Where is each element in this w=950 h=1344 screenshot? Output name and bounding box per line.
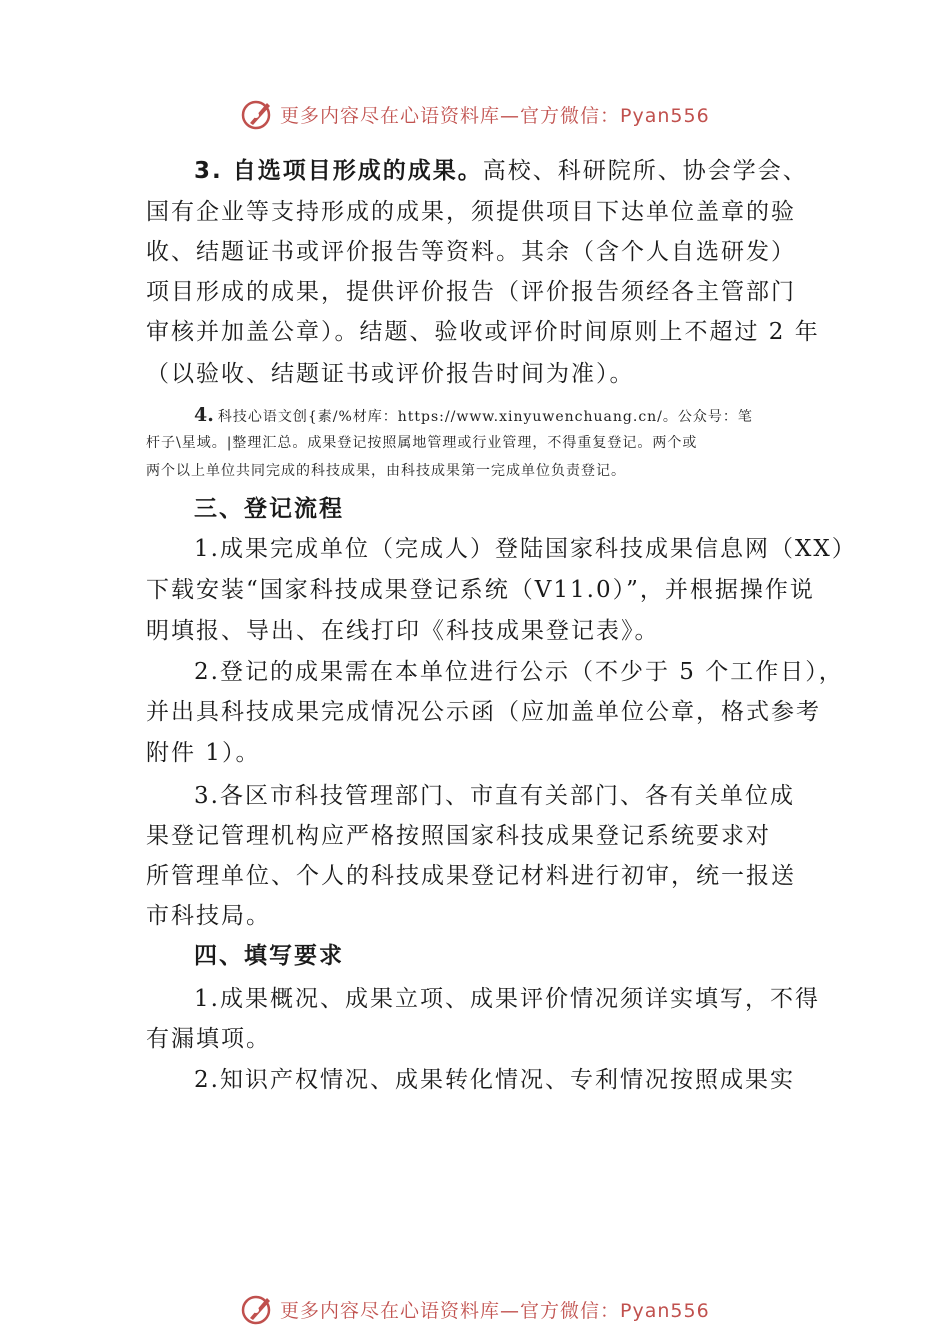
para-b3-bold: 3. 自选项目形成的成果。 <box>194 158 483 184</box>
process-line-4: 2.登记的成果需在本单位进行公示（不少于 5 个工作日）， <box>194 659 844 685</box>
para-b4-line-1: 4. 科技心语文创{素/%材库：https://www.xinyuwenchuang.cn/。公众号：笔 <box>194 404 753 426</box>
requirement-line-2: 有漏填项。 <box>146 1026 271 1052</box>
process-line-1: 1.成果完成单位（完成人）登陆国家科技成果信息网（XX） <box>194 536 857 562</box>
watermark-banner-top <box>240 96 760 132</box>
para-b4-num: 4. <box>194 404 214 426</box>
process-line-7: 3.各区市科技管理部门、市直有关部门、各有关单位成 <box>194 783 795 809</box>
para-b3-line-1: 3. 自选项目形成的成果。高校、科研院所、协会学会、 <box>194 158 808 184</box>
wechat-id: Pyan556 <box>620 104 710 127</box>
banner-text: 更多内容尽在心语资料库—官方微信：Pyan556 <box>280 104 710 127</box>
para-b3-line-5: 审核并加盖公章）。结题、验收或评价时间原则上不超过 2 年 <box>146 319 820 345</box>
process-line-5: 并出具科技成果完成情况公示函（应加盖单位公章，格式参考 <box>146 699 821 725</box>
requirement-line-1: 1.成果概况、成果立项、成果评价情况须详实填写，不得 <box>194 986 820 1012</box>
requirement-line-3: 2.知识产权情况、成果转化情况、专利情况按照成果实 <box>194 1067 795 1093</box>
banner-text-bottom: 更多内容尽在心语资料库—官方微信：Pyan556 <box>280 1299 710 1322</box>
process-line-2: 下载安装“国家科技成果登记系统（V11.0）”，并根据操作说 <box>146 577 815 603</box>
para-b3-line-6: （以验收、结题证书或评价报告时间为准）。 <box>146 361 635 387</box>
para-b4-line-3: 两个以上单位共同完成的科技成果，由科技成果第一完成单位负责登记。 <box>146 463 626 479</box>
process-line-9: 所管理单位、个人的科技成果登记材料进行初审，统一报送 <box>146 863 796 889</box>
para-b4-line-2: 杆子\星域。|整理汇总。成果登记按照属地管理或行业管理，不得重复登记。两个或 <box>146 435 698 451</box>
heading-registration-process: 三、登记流程 <box>194 496 344 522</box>
pen-logo-icon <box>240 97 274 131</box>
watermark-banner-bottom <box>240 1291 760 1327</box>
process-line-6: 附件 1）。 <box>146 740 261 766</box>
para-b3-line-2: 国有企业等支持形成的成果，须提供项目下达单位盖章的验 <box>146 199 796 225</box>
para-b3-line-3: 收、结题证书或评价报告等资料。其余（含个人自选研发） <box>146 239 796 265</box>
process-line-10: 市科技局。 <box>146 903 271 929</box>
heading-filling-requirements: 四、填写要求 <box>194 943 344 969</box>
para-b3-line-4: 项目形成的成果，提供评价报告（评价报告须经各主管部门 <box>146 279 796 305</box>
pen-logo-icon <box>240 1292 274 1326</box>
process-line-3: 明填报、导出、在线打印《科技成果登记表》。 <box>146 618 660 644</box>
wechat-id-bottom: Pyan556 <box>620 1299 710 1322</box>
process-line-8: 果登记管理机构应严格按照国家科技成果登记系统要求对 <box>146 823 771 849</box>
